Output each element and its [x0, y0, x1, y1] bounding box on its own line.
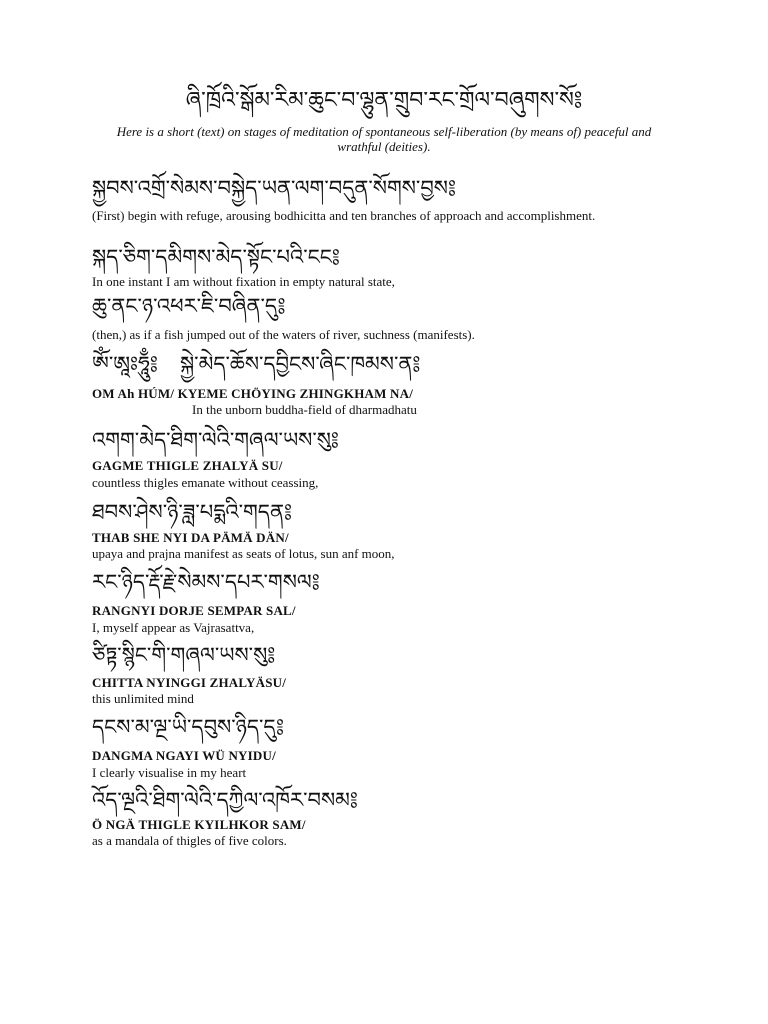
tibetan-verse: རང་ཉིད་རྡོ་རྗེ་སེམས་དཔར་གསལ༔: [92, 570, 320, 594]
english-title: Here is a short (text) on stages of meditation of spontaneous self-liberation (by means of) peaceful and wrathful (deities).: [116, 124, 652, 154]
tibetan-line: ཆུ་ནང་ཉ་འཕར་ཇི་བཞིན་དུ༔: [92, 294, 286, 318]
english-line: (First) begin with refuge, arousing bodhicitta and ten branches of approach and accomplishment.: [92, 208, 596, 223]
transliteration: DANGMA NGAYI WÜ NYIDU/: [92, 748, 276, 763]
tibetan-verse: འོད་ལྔའི་ཐིག་ལེའི་དཀྱིལ་འཁོར་བསམ༔: [92, 788, 358, 812]
english-line: In one instant I am without fixation in empty natural state,: [92, 274, 395, 289]
transliteration: RANGNYI DORJE SEMPAR SAL/: [92, 603, 296, 618]
tibetan-verse: དངས་མ་ལྔ་ཡི་དབུས་ཉིད་དུ༔: [92, 715, 284, 739]
tibetan-verse: ཐབས་ཤེས་ཉི་ཟླ་པདྨའི་གདན༔: [92, 500, 292, 524]
transliteration: THAB SHE NYI DA PÄMÄ DÄN/: [92, 530, 289, 545]
translation: countless thigles emanate without ceassing,: [92, 475, 319, 490]
translation: I clearly visualise in my heart: [92, 765, 247, 780]
tibetan-line: སྐྱབས་འགྲོ་སེམས་བསྐྱེད་ཡན་ལག་བདུན་སོགས་བྱས༔: [92, 176, 456, 200]
translation: I, myself appear as Vajrasattva,: [92, 620, 255, 635]
tibetan-title: ཞི་ཁྲོའི་སྒོམ་རིམ་ཆུང་བ་ལྷུན་གྲུབ་རང་གྲོལ་བཞུགས་སོ༔: [185, 88, 583, 113]
tibetan-verse: ཙིཏྟ་སྙིང་གི་གཞལ་ཡས་སུ༔: [92, 643, 276, 667]
english-line: (then,) as if a fish jumped out of the waters of river, suchness (manifests).: [92, 327, 475, 342]
tibetan-verse: སྐྱེ་མེད་ཆོས་དབྱིངས་ཞིང་ཁམས་ན༔: [180, 352, 421, 376]
transliteration: CHITTA NYINGGI ZHALYÄSU/: [92, 675, 287, 690]
translation: this unlimited mind: [92, 691, 194, 706]
tibetan-verse: འགག་མེད་ཐིག་ལེའི་གཞལ་ཡས་སུ༔: [92, 428, 339, 452]
transliteration: OM Ah HÚM/ KYEME CHÖYING ZHINGKHAM NA/: [92, 386, 414, 401]
translation: In the unborn buddha-field of dharmadhatu: [192, 402, 417, 417]
transliteration: GAGME THIGLE ZHALYÄ SU/: [92, 458, 283, 473]
translation: as a mandala of thigles of five colors.: [92, 833, 287, 848]
tibetan-line: སྐད་ཅིག་དམིགས་མེད་སྟོང་པའི་ངང༔: [92, 245, 340, 269]
transliteration: Ö NGÄ THIGLE KYILHKOR SAM/: [92, 817, 306, 832]
mantra-syllables: ཨོཾ་ཨཱཿཧཱུྃ༔: [92, 352, 158, 376]
translation: upaya and prajna manifest as seats of lotus, sun anf moon,: [92, 546, 395, 561]
